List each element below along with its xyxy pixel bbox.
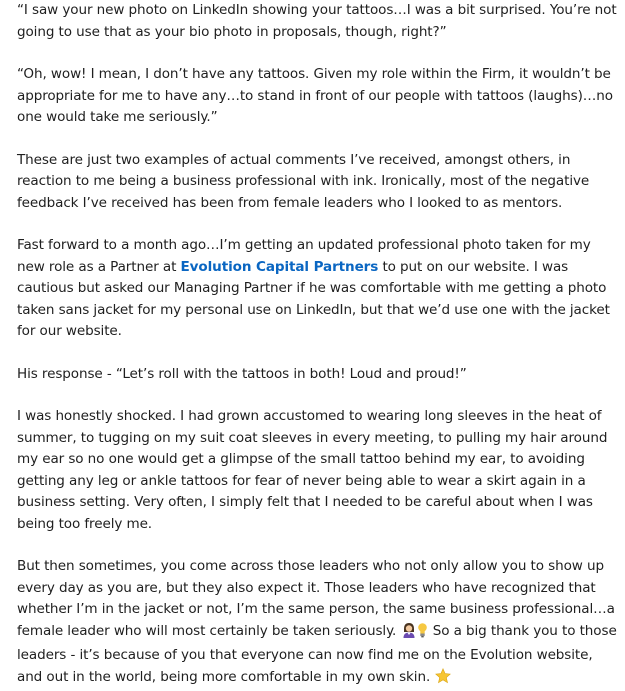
post-body	[17, 0, 617, 691]
lightbulb-icon	[417, 622, 428, 638]
post-paragraph-7-end: So a big thank you to those leaders - it’s because of you that everyone can now find me on the Evolution website, and out in the world, being more comfortable in my own skin.	[17, 623, 617, 685]
company-mention-link[interactable]: Evolution Capital Partners	[181, 259, 379, 275]
post-paragraph-1: “I saw your new photo on LinkedIn showing your tattoos…I was a bit surprised. You’re not going to use that as your bio photo in proposals, though, right?”	[17, 0, 617, 43]
post-paragraph-3: These are just two examples of actual comments I’ve received, amongst others, in reaction to me being a business professional with ink. Ironically, most of the negative feedback I’ve received has been from female leaders who I looked to as mentors.	[17, 150, 617, 215]
woman-office-worker-icon	[401, 622, 428, 646]
post-paragraph-5: His response - “Let’s roll with the tattoos in both! Loud and proud!”	[17, 364, 617, 386]
post-paragraph-2: “Oh, wow! I mean, I don’t have any tattoos. Given my role within the Firm, it wouldn’t be appropriate for me to have any…to stand in front of our people with tattoos (laughs)…no one would take me seriously.”	[17, 64, 617, 129]
post-paragraph-4-end: to put on our website. I was cautious but asked our Managing Partner if he was comfortable with me getting a photo taken sans jacket for my personal use on LinkedIn, but that we’d use one with the jacket for our website.	[17, 259, 610, 340]
post-paragraph-6: I was honestly shocked. I had grown accustomed to wearing long sleeves in the heat of summer, to tugging on my suit coat sleeves in every meeting, to pulling my hair around my ear so no one would get a glimpse of the small tattoo behind my ear, to avoiding getting any leg or ankle tattoos for fear of never being able to wear a skirt again in a business setting. Very often, I simply felt that I needed to be careful about when I was being too freely me.	[17, 406, 617, 535]
star-icon	[435, 668, 451, 691]
post-paragraph-4	[17, 235, 617, 343]
post-paragraph-7	[17, 556, 617, 691]
post-paragraph-7-start: But then sometimes, you come across those leaders who not only allow you to show up every day as you are, but they also expect it. Those leaders who have recognized that whether I’m in the jacket or not, I’m the same person, the same business professional…a female leader who will most certainly be taken seriously.	[17, 558, 615, 639]
post-paragraph-4-start: Fast forward to a month ago…I’m getting an updated professional photo taken for my new role as a Partner at	[17, 237, 591, 275]
